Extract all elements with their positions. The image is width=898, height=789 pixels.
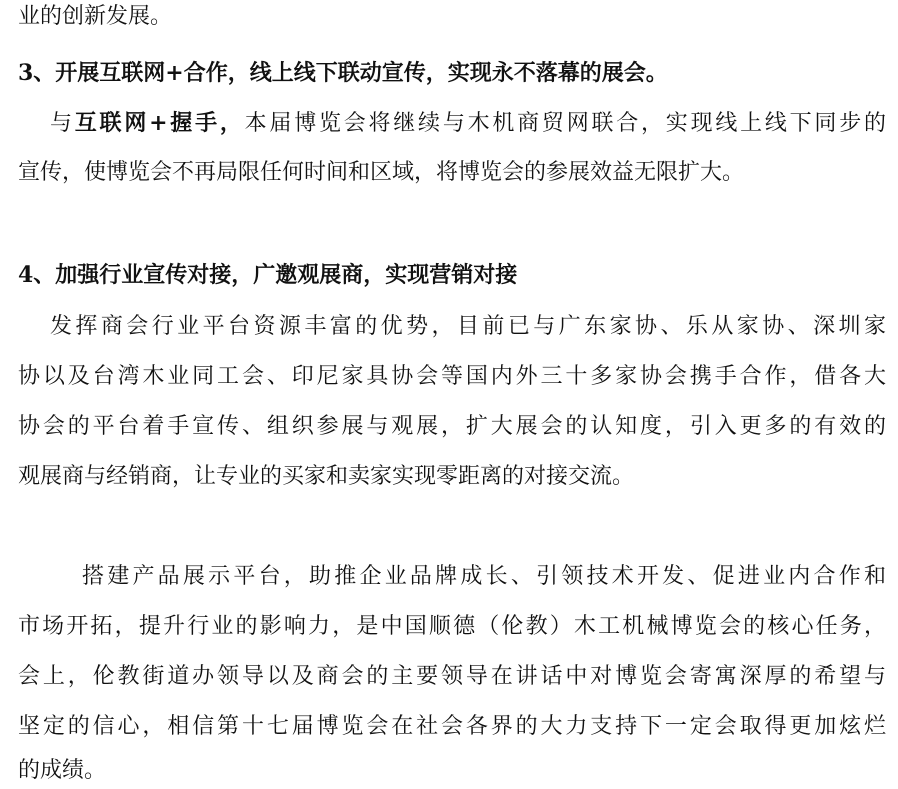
- paragraph-line: 发挥商会行业平台资源丰富的优势，目前已与广东家协、乐从家协、深圳家: [50, 314, 886, 339]
- paragraph-line: 坚定的信心，相信第十七届博览会在社会各界的大力支持下一定会取得更加炫烂: [18, 714, 886, 739]
- paragraph-line: 会上，伦教街道办领导以及商会的主要领导在讲话中对博览会寄寓深厚的希望与: [18, 664, 886, 689]
- paragraph-line: 业的创新发展。: [18, 4, 173, 29]
- section-heading-3: 3、开展互联网+合作，线上线下联动宣传，实现永不落幕的展会。: [18, 60, 668, 86]
- paragraph-line: 市场开拓，提升行业的影响力，是中国顺德（伦教）木工机械博览会的核心任务，: [18, 614, 886, 639]
- paragraph-line: 观展商与经销商，让专业的买家和卖家实现零距离的对接交流。: [18, 464, 635, 489]
- paragraph-line: 宣传，使博览会不再局限任何时间和区域，将博览会的参展效益无限扩大。: [18, 160, 745, 185]
- paragraph-line: 搭建产品展示平台，助推企业品牌成长、引领技术开发、促进业内合作和: [82, 564, 886, 589]
- text-run: 本届博览会将继续与木机商贸网联合，实现线上线下同步的: [244, 111, 886, 136]
- paragraph-line: [50, 108, 886, 140]
- bold-text-run: 互联网+握手，: [74, 110, 245, 136]
- paragraph-line: 的成绩。: [18, 758, 107, 783]
- paragraph-line: 协以及台湾木业同工会、印尼家具协会等国内外三十多家协会携手合作，借各大: [18, 364, 886, 389]
- section-heading-4: 4、加强行业宣传对接，广邀观展商，实现营销对接: [18, 262, 518, 288]
- paragraph-line: 协会的平台着手宣传、组织参展与观展，扩大展会的认知度，引入更多的有效的: [18, 414, 886, 439]
- text-run: 与: [50, 111, 75, 136]
